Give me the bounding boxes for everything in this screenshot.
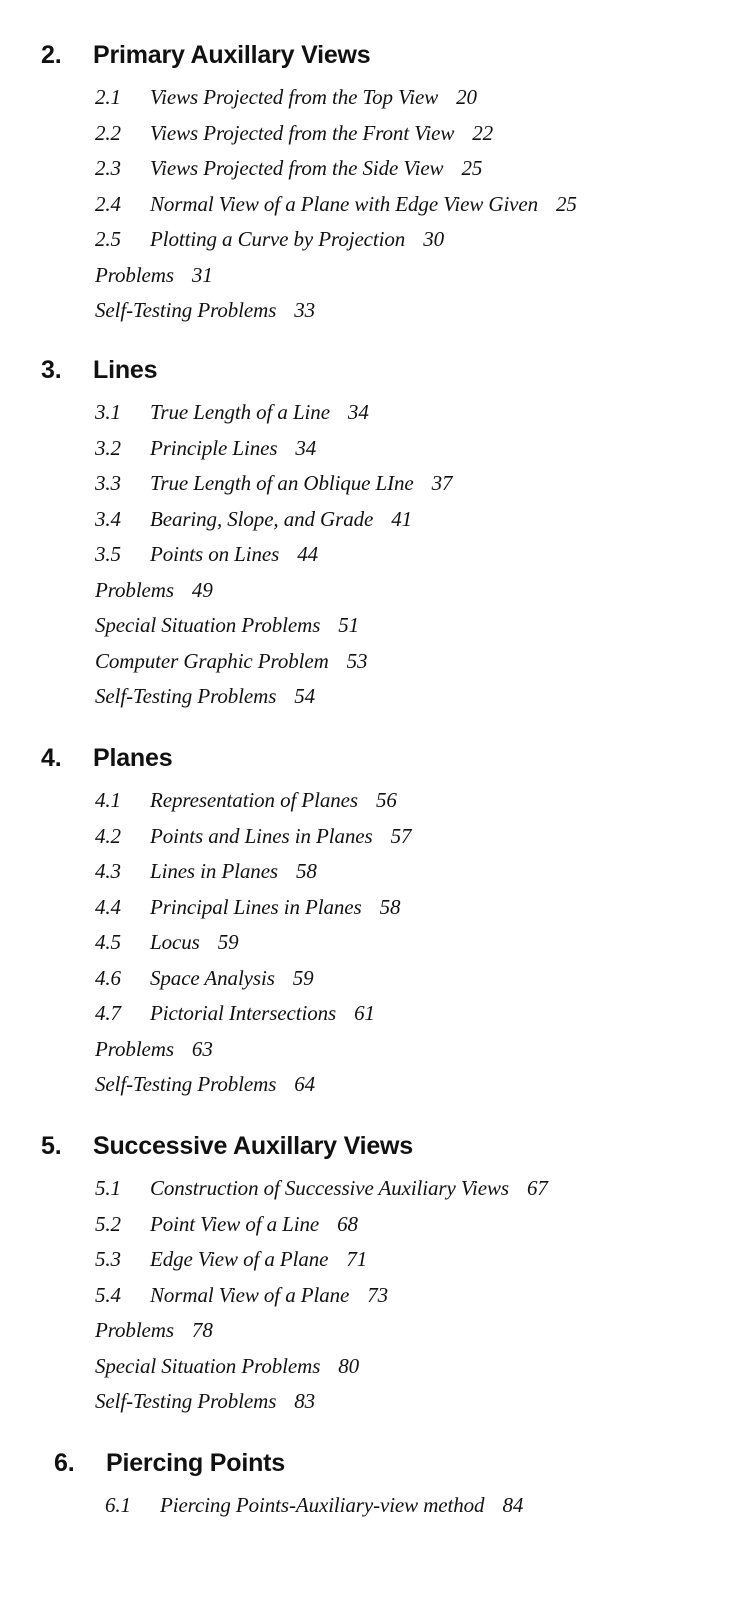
entry-title: Plotting a Curve by Projection [150,227,406,251]
entry-title: True Length of a Line [150,400,330,424]
page-number: 53 [346,648,368,673]
chapter-number: 2. [41,41,62,69]
section-number: 3.5 [95,542,121,566]
section-number: 3.3 [95,471,121,495]
page-number: 54 [294,684,316,708]
entry-title: Problems [95,1036,174,1061]
page-number: 59 [292,965,314,990]
section-number: 4.7 [95,1001,121,1025]
page-number: 64 [294,1072,316,1096]
entry-title: Principal Lines in Planes [150,894,362,919]
entry-title: Normal View of a Plane with Edge View Given [150,191,539,216]
chapter-heading [41,355,157,385]
page-number: 73 [367,1282,389,1307]
entry-title: Problems [95,262,174,287]
entry-title: True Length of an Oblique LIne [150,471,414,495]
page-number: 44 [297,542,318,566]
page-number: 58 [296,859,317,883]
toc-entry [95,222,577,258]
toc-entry [95,961,411,997]
section-number: 2.5 [95,227,121,251]
chapter-heading [54,1448,285,1478]
page-number: 34 [347,400,369,424]
chapter-title: Planes [93,744,173,772]
section-number: 4.4 [95,894,121,919]
entry-list [95,80,577,329]
page-number: 78 [191,1318,213,1342]
entry-list [95,395,452,715]
chapter-number: 3. [41,356,62,384]
toc-entry [95,116,577,152]
entry-title: Points on Lines [150,542,280,566]
chapter-heading [41,1131,413,1161]
entry-title: Self-Testing Problems [95,684,277,708]
toc-entry [95,1278,548,1314]
toc-entry [95,1067,411,1103]
page-number: 59 [217,930,239,954]
entry-title: Problems [95,1318,174,1342]
entry-list [95,1171,548,1420]
toc-entry [95,1313,548,1349]
page-number: 61 [354,1001,375,1025]
entry-title: Construction of Successive Auxiliary Views [150,1176,509,1200]
toc-entry [95,80,577,116]
toc-entry [95,890,411,926]
section-number: 6.1 [105,1493,131,1517]
toc-entry [95,1171,548,1207]
entry-title: Piercing Points-Auxiliary-view method [160,1493,485,1517]
page-number: 67 [526,1176,548,1200]
section-number: 2.4 [95,191,121,216]
entry-title: Self-Testing Problems [95,1389,277,1413]
page-number: 25 [461,156,483,180]
chapter-title: Piercing Points [106,1449,285,1477]
section-number: 5.1 [95,1176,121,1200]
page-number: 20 [456,85,477,109]
section-number: 2.1 [95,85,121,109]
toc-entry [95,293,577,329]
entry-title: Edge View of a Plane [150,1247,329,1271]
chapter-heading [41,743,172,773]
toc-entry [95,679,452,715]
page-number: 41 [391,506,413,531]
chapter-number: 6. [54,1449,75,1477]
entry-title: Pictorial Intersections [150,1001,337,1025]
page-number: 31 [191,262,213,287]
section-number: 5.2 [95,1211,121,1236]
toc-entry [105,1488,523,1524]
toc-entry [95,151,577,187]
entry-title: Bearing, Slope, and Grade [150,506,374,531]
toc-entry [95,395,452,431]
entry-title: Principle Lines [150,435,278,460]
page-number: 63 [191,1036,213,1061]
section-number: 3.2 [95,435,121,460]
entry-title: Special Situation Problems [95,1353,321,1378]
toc-entry [95,1207,548,1243]
chapter-heading [41,40,371,70]
toc-entry [95,431,452,467]
page-number: 84 [502,1493,524,1517]
entry-title: Views Projected from the Top View [150,85,439,109]
entry-title: Self-Testing Problems [95,1072,277,1096]
page-number: 51 [338,613,360,637]
toc-entry [95,573,452,609]
toc-entry [95,1349,548,1385]
toc-entry [95,1242,548,1278]
toc-entry [95,187,577,223]
entry-title: Points and Lines in Planes [150,823,373,848]
chapter-title: Primary Auxillary Views [93,41,371,69]
page-number: 58 [379,894,401,919]
page-number: 56 [375,788,397,812]
section-number: 5.4 [95,1282,121,1307]
toc-entry [95,1032,411,1068]
entry-list [95,783,411,1103]
page-number: 71 [346,1247,368,1271]
entry-title: Representation of Planes [150,788,358,812]
page-number: 25 [556,191,577,216]
page-number: 49 [191,577,213,602]
section-number: 3.1 [95,400,121,424]
page-number: 80 [338,1353,360,1378]
section-number: 5.3 [95,1247,121,1271]
entry-title: Problems [95,577,174,602]
entry-title: Views Projected from the Front View [150,120,455,145]
section-number: 4.2 [95,823,121,848]
toc-entry [95,258,577,294]
section-number: 2.3 [95,156,121,180]
entry-title: Special Situation Problems [95,613,321,637]
section-number: 4.3 [95,859,121,883]
entry-title: Locus [150,930,200,954]
toc-entry [95,537,452,573]
entry-title: Space Analysis [150,965,275,990]
entry-title: Lines in Planes [150,859,278,883]
entry-title: Views Projected from the Side View [150,156,444,180]
section-number: 4.5 [95,930,121,954]
toc-entry [95,1384,548,1420]
entry-list [105,1488,523,1524]
page-number: 34 [295,435,317,460]
section-number: 4.1 [95,788,121,812]
entry-title: Point View of a Line [150,1211,320,1236]
toc-entry [95,819,411,855]
entry-title: Normal View of a Plane [150,1282,350,1307]
entry-title: Computer Graphic Problem [95,648,329,673]
toc-entry [95,854,411,890]
page-number: 30 [423,227,444,251]
page-number: 37 [431,471,453,495]
toc-entry [95,644,452,680]
section-number: 3.4 [95,506,121,531]
toc-entry [95,925,411,961]
page-number: 22 [472,120,494,145]
page-number: 33 [294,298,316,322]
chapter-number: 5. [41,1132,62,1160]
chapter-title: Successive Auxillary Views [93,1132,414,1160]
toc-entry [95,466,452,502]
toc-entry [95,996,411,1032]
chapter-title: Lines [93,356,158,384]
toc-entry [95,502,452,538]
page-number: 83 [294,1389,316,1413]
toc-entry [95,783,411,819]
page-number: 57 [390,823,412,848]
chapter-number: 4. [41,744,62,772]
section-number: 4.6 [95,965,121,990]
toc-entry [95,608,452,644]
page-number: 68 [337,1211,358,1236]
section-number: 2.2 [95,120,121,145]
entry-title: Self-Testing Problems [95,298,277,322]
